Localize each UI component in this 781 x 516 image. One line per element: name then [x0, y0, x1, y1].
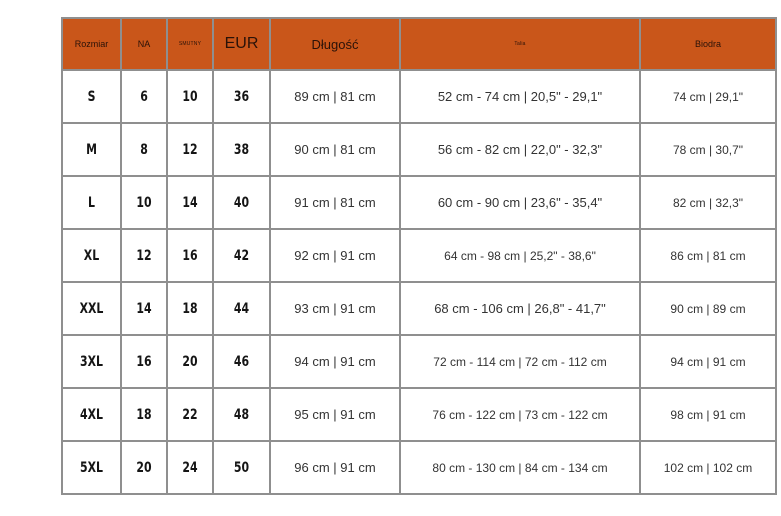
table-row — [62, 176, 776, 229]
header-dlugosc: Długość — [270, 18, 400, 70]
cell-na: 18 — [126, 388, 162, 441]
cell-size: 3XL — [68, 335, 114, 388]
cell-size: M — [68, 123, 114, 176]
cell-biodra: 78 cm | 30,7" — [640, 123, 776, 176]
cell-talia: 68 cm - 106 cm | 26,8" - 41,7" — [400, 282, 640, 335]
cell-biodra: 86 cm | 81 cm — [640, 229, 776, 282]
table-row — [62, 388, 776, 441]
cell-biodra: 102 cm | 102 cm — [640, 441, 776, 494]
cell-size: XL — [68, 229, 114, 282]
cell-smutny: 14 — [172, 176, 208, 229]
cell-dlugosc: 92 cm | 91 cm — [270, 229, 400, 282]
header-biodra: Biodra — [640, 18, 776, 70]
cell-na: 20 — [126, 441, 162, 494]
cell-smutny: 24 — [172, 441, 208, 494]
header-smutny: SMUTNY — [167, 18, 213, 70]
cell-eur: 36 — [219, 70, 263, 123]
cell-eur: 38 — [219, 123, 263, 176]
header-rozmiar: Rozmiar — [62, 18, 121, 70]
cell-eur: 40 — [219, 176, 263, 229]
cell-size: 5XL — [68, 441, 114, 494]
table-row — [62, 441, 776, 494]
cell-biodra: 82 cm | 32,3" — [640, 176, 776, 229]
cell-biodra: 98 cm | 91 cm — [640, 388, 776, 441]
cell-talia: 56 cm - 82 cm | 22,0" - 32,3" — [400, 123, 640, 176]
cell-dlugosc: 95 cm | 91 cm — [270, 388, 400, 441]
cell-eur: 44 — [219, 282, 263, 335]
cell-talia: 64 cm - 98 cm | 25,2" - 38,6" — [400, 229, 640, 282]
cell-na: 10 — [126, 176, 162, 229]
table-header-row — [62, 18, 776, 70]
cell-talia: 72 cm - 114 cm | 72 cm - 112 cm — [400, 335, 640, 388]
cell-na: 6 — [126, 70, 162, 123]
table-row — [62, 70, 776, 123]
cell-smutny: 16 — [172, 229, 208, 282]
cell-eur: 48 — [219, 388, 263, 441]
cell-eur: 42 — [219, 229, 263, 282]
cell-talia: 52 cm - 74 cm | 20,5" - 29,1" — [400, 70, 640, 123]
cell-dlugosc: 90 cm | 81 cm — [270, 123, 400, 176]
cell-na: 8 — [126, 123, 162, 176]
cell-size: S — [68, 70, 114, 123]
cell-biodra: 90 cm | 89 cm — [640, 282, 776, 335]
cell-dlugosc: 96 cm | 91 cm — [270, 441, 400, 494]
cell-dlugosc: 91 cm | 81 cm — [270, 176, 400, 229]
cell-na: 16 — [126, 335, 162, 388]
cell-smutny: 10 — [172, 70, 208, 123]
table-row — [62, 282, 776, 335]
cell-smutny: 22 — [172, 388, 208, 441]
cell-talia: 60 cm - 90 cm | 23,6" - 35,4" — [400, 176, 640, 229]
cell-size: XXL — [68, 282, 114, 335]
cell-na: 14 — [126, 282, 162, 335]
cell-smutny: 20 — [172, 335, 208, 388]
cell-dlugosc: 94 cm | 91 cm — [270, 335, 400, 388]
cell-biodra: 94 cm | 91 cm — [640, 335, 776, 388]
cell-smutny: 12 — [172, 123, 208, 176]
cell-biodra: 74 cm | 29,1" — [640, 70, 776, 123]
header-na: NA — [121, 18, 167, 70]
cell-dlugosc: 93 cm | 91 cm — [270, 282, 400, 335]
cell-size: L — [68, 176, 114, 229]
table-row — [62, 123, 776, 176]
cell-na: 12 — [126, 229, 162, 282]
cell-eur: 50 — [219, 441, 263, 494]
cell-dlugosc: 89 cm | 81 cm — [270, 70, 400, 123]
cell-size: 4XL — [68, 388, 114, 441]
cell-talia: 80 cm - 130 cm | 84 cm - 134 cm — [400, 441, 640, 494]
table-row — [62, 229, 776, 282]
cell-talia: 76 cm - 122 cm | 73 cm - 122 cm — [400, 388, 640, 441]
header-eur: EUR — [213, 18, 270, 70]
table-row — [62, 335, 776, 388]
header-talia: Talia — [400, 18, 640, 70]
size-chart-table — [61, 17, 777, 495]
cell-eur: 46 — [219, 335, 263, 388]
cell-smutny: 18 — [172, 282, 208, 335]
